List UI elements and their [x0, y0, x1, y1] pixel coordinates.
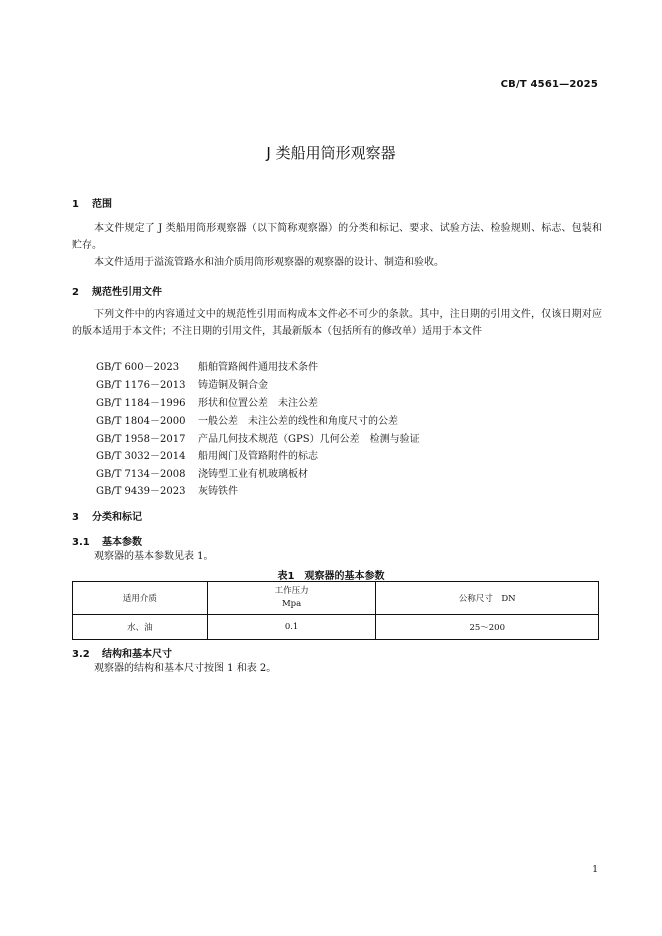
section-3-1-number: 3.1: [72, 537, 90, 548]
reference-code: GB/T 7134－2008: [96, 469, 186, 480]
reference-code: GB/T 9439－2023: [96, 486, 186, 497]
table-1-caption: 表1 观察器的基本参数: [277, 571, 385, 582]
header-pressure-label: 工作压力: [274, 586, 309, 596]
reference-item: [96, 447, 318, 462]
cell-dn: 25～200: [376, 615, 599, 640]
section-3-2-text: 观察器的结构和基本尺寸按图 1 和表 2。: [94, 663, 277, 674]
cell-pressure: 0.1: [207, 615, 376, 640]
reference-name: 铸造铜及铜合金: [198, 380, 268, 391]
reference-item: [96, 412, 398, 427]
page-number: 1: [592, 865, 598, 875]
reference-item: [96, 430, 420, 445]
section-1-paragraph-1: 本文件规定了 J 类船用筒形观察器（以下简称观察器）的分类和标记、要求、试验方法、检验规则、标志、包装和贮存。: [72, 223, 602, 251]
section-3-1-text: 观察器的基本参数见表 1。: [94, 551, 214, 562]
section-2-intro: 下列文件中的内容通过文中的规范性引用而构成本文件必不可少的条款。其中，注日期的引用文件，仅该日期对应的版本适用于本文件；不注日期的引用文件，其最新版本（包括所有的修改单）适用于本文件: [72, 309, 602, 337]
header-dn: 公称尺寸 DN: [376, 582, 599, 615]
reference-code: GB/T 3032－2014: [96, 451, 186, 462]
section-3-1-heading: [72, 533, 142, 548]
section-3-number: 3: [72, 512, 79, 523]
reference-code: GB/T 1804－2000: [96, 416, 186, 427]
reference-code: GB/T 600－2023: [96, 362, 180, 373]
reference-item: [96, 482, 238, 497]
reference-code: GB/T 1184－1996: [96, 398, 186, 409]
reference-item: [96, 394, 318, 409]
reference-item: [96, 376, 268, 391]
section-1-title: 范围: [92, 199, 112, 210]
reference-name: 形状和位置公差 未注公差: [198, 398, 318, 409]
reference-name: 一般公差 未注公差的线性和角度尺寸的公差: [198, 416, 398, 427]
section-2-heading: [72, 283, 162, 298]
section-2-number: 2: [72, 287, 79, 298]
reference-name: 浇铸型工业有机玻璃板材: [198, 469, 308, 480]
section-1-number: 1: [72, 199, 79, 210]
section-1-paragraph-2: 本文件适用于溢流管路水和油介质用筒形观察器的观察器的设计、制造和验收。: [94, 257, 444, 268]
cell-medium: 水、油: [73, 615, 208, 640]
standard-number: CB/T 4561—2025: [500, 79, 598, 90]
reference-code: GB/T 1958－2017: [96, 434, 186, 445]
header-pressure-unit: Mpa: [281, 599, 302, 609]
section-3-heading: [72, 508, 142, 523]
reference-name: 产品几何技术规范（GPS）几何公差 检测与验证: [198, 434, 420, 445]
table-header-row: [73, 582, 599, 615]
reference-name: 船用阀门及管路附件的标志: [198, 451, 318, 462]
table-1: [72, 581, 599, 640]
section-3-title: 分类和标记: [92, 512, 142, 523]
reference-item: [96, 465, 308, 480]
section-1-heading: [72, 195, 112, 210]
section-3-2-number: 3.2: [72, 649, 90, 660]
reference-name: 灰铸铁件: [198, 486, 238, 497]
reference-item: [96, 358, 318, 373]
section-2-title: 规范性引用文件: [92, 287, 162, 298]
section-3-1-title: 基本参数: [102, 537, 142, 548]
section-3-2-title: 结构和基本尺寸: [102, 649, 172, 660]
header-pressure: [207, 582, 376, 615]
table-row: [73, 615, 599, 640]
reference-code: GB/T 1176－2013: [96, 380, 186, 391]
header-medium: 适用介质: [73, 582, 208, 615]
document-title: J 类船用筒形观察器: [266, 144, 396, 162]
section-3-2-heading: [72, 645, 172, 660]
reference-name: 船舶管路阀件通用技术条件: [198, 362, 318, 373]
